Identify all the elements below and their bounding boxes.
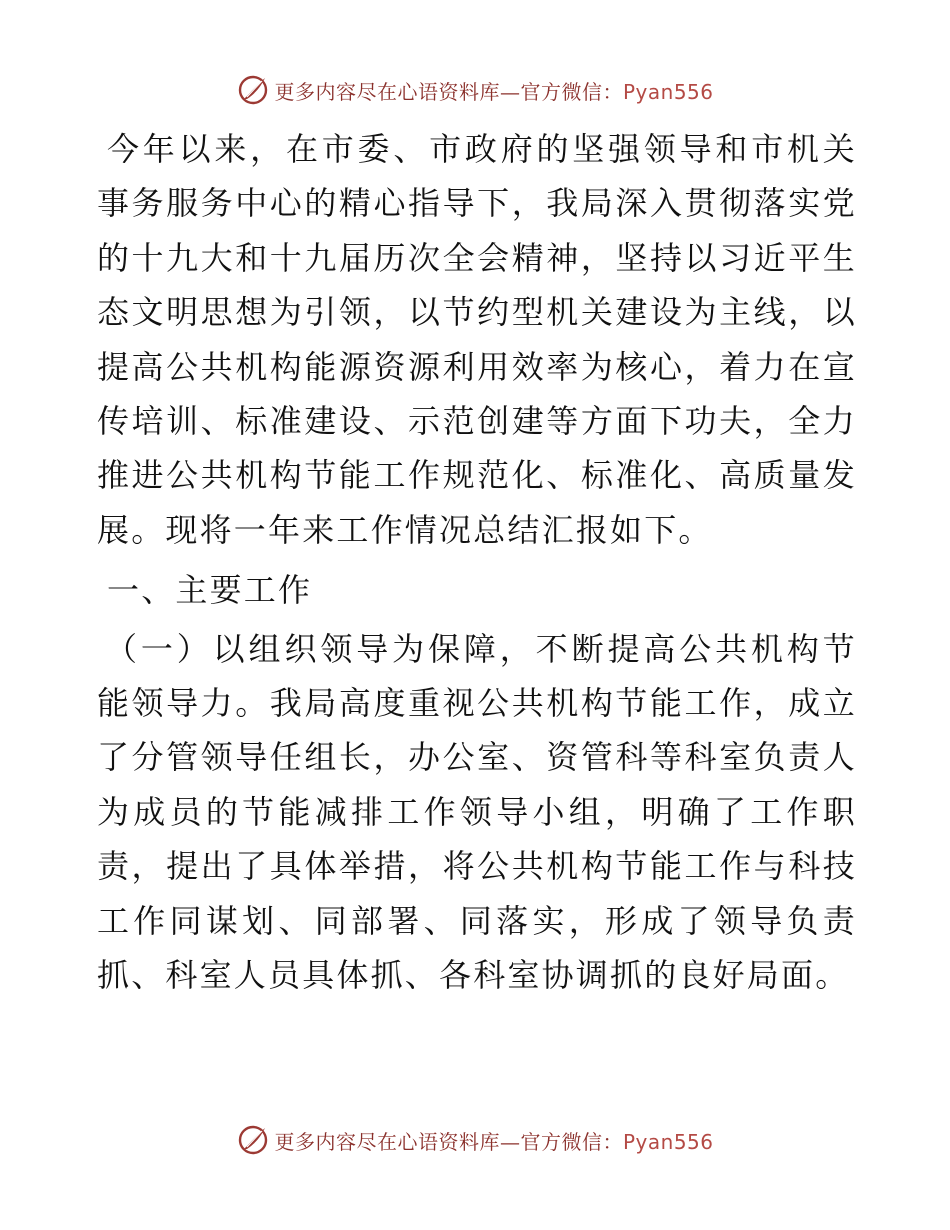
- watermark-wechat-id: Pyan556: [622, 1129, 714, 1154]
- intro-paragraph: 今年以来，在市委、市政府的坚强领导和市机关事务服务中心的精心指导下，我局深入贯彻落实党的十九大和十九届历次全会精神，坚持以习近平生态文明思想为引领，以节约型机关建设为主线，以提高公共机构能源资源利用效率为核心，着力在宣传培训、标准建设、示范创建等方面下功夫，全力推进公共机构节能工作规范化、标准化、高质量发展。现将一年来工作情况总结汇报如下。: [97, 130, 857, 549]
- feather-pen-circle-icon: [236, 73, 270, 107]
- watermark-label: 更多内容尽在心语资料库—官方微信：: [274, 79, 623, 104]
- watermark-wechat-id: Pyan556: [622, 79, 714, 104]
- watermark-banner-bottom: [0, 1120, 950, 1160]
- watermark-text: [274, 1126, 713, 1155]
- section-heading: 一、主要工作: [107, 571, 313, 610]
- document-body: [97, 122, 857, 1003]
- watermark-label: 更多内容尽在心语资料库—官方微信：: [274, 1129, 623, 1154]
- watermark-text: [274, 76, 713, 105]
- section-paragraph: （一）以组织领导为保障，不断提高公共机构节能领导力。我局高度重视公共机构节能工作，成立了分管领导任组长，办公室、资管科等科室负责人为成员的节能减排工作领导小组，明确了工作职责，提出了具体举措，将公共机构节能工作与科技工作同谋划、同部署、同落实，形成了领导负责抓、科室人员具体抓、各科室协调抓的良好局面。: [97, 629, 857, 995]
- watermark-banner-top: [0, 70, 950, 110]
- feather-pen-circle-icon: [236, 1123, 270, 1157]
